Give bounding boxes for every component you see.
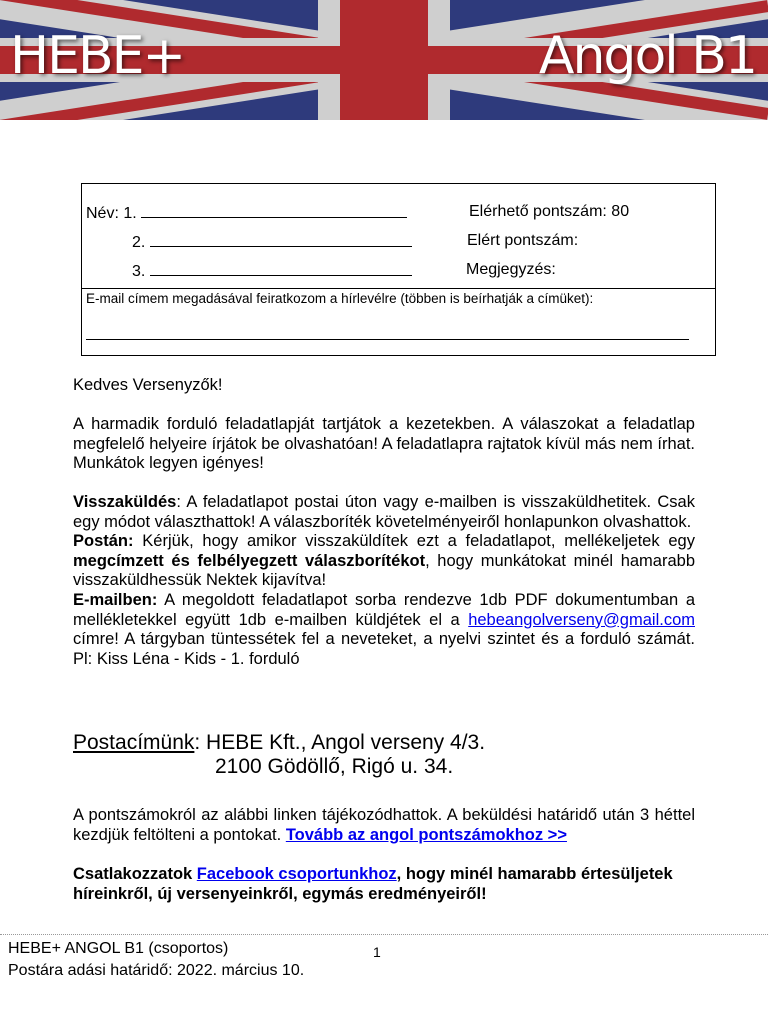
address-label: Postacímünk (73, 731, 195, 754)
name-row-3 (132, 261, 412, 281)
footer-divider (0, 934, 768, 935)
address-line-2: 2100 Gödöllő, Rigó u. 34. (215, 755, 454, 778)
achieved-points: Elért pontszám: (467, 232, 579, 249)
name-form-box (81, 183, 716, 356)
footer-line-1: HEBE+ ANGOL B1 (csoportos) (8, 940, 229, 957)
return-paragraph (73, 493, 695, 669)
banner-title-right: Angol B1 (538, 26, 756, 86)
return-label: Visszaküldés (73, 493, 177, 511)
post-text-2: , hogy munkátokat minél hamarabb visszaküldhessük Nektek kijavítva! (73, 551, 695, 590)
intro-paragraph: A harmadik forduló feladatlapját tartjátok a kezetekben. A válaszokat a feladatlap megfelelő helyeire írjátok be olvashatóan! A feladatlapra rajtatok kívül más nem írhat. Munkátok legyen igényes! (73, 415, 695, 473)
points-text: A pontszámokról az alábbi linken tájékozódhattok. A beküldési határidő után 3 héttel kezdjük feltölteni a pontokat. (73, 806, 695, 844)
remark-label: Megjegyzés: (466, 261, 556, 278)
points-paragraph (73, 806, 695, 845)
address-text: : HEBE Kft., Angol verseny 4/3. (194, 731, 486, 754)
address-line-1 (73, 731, 485, 755)
email-link[interactable]: hebeangolverseny@gmail.com (468, 610, 695, 629)
name-3-label: 3. (132, 263, 146, 280)
header-banner (0, 0, 768, 120)
max-points: Elérhető pontszám: 80 (469, 203, 630, 220)
name-row-2 (132, 232, 412, 252)
join-text-2: , hogy minél hamarabb értesüljetek híreinkről, új versenyeinkről, egymás eredményeiről! (73, 865, 673, 903)
banner-title-left: HEBE+ (10, 26, 185, 86)
email-field[interactable] (86, 339, 689, 340)
name-1-label: Név: 1. (86, 205, 137, 222)
email-note: E-mail címem megadásával feiratkozom a hírlevélre (többen is beírhatják a címüket): (86, 291, 594, 306)
points-link[interactable]: Tovább az angol pontszámokhoz >> (285, 825, 567, 844)
form-divider (82, 288, 715, 289)
email-label: E-mailben: (73, 590, 158, 609)
name-2-field[interactable] (150, 232, 412, 247)
return-text: : A feladatlapot postai úton vagy e-mailben is visszaküldhetitek. Csak egy módot választhattok! A válaszboríték követelményeiről honlapunkon olvashattok. (73, 493, 695, 531)
footer-line-2: Postára adási határidő: 2022. március 10. (8, 962, 305, 979)
post-label: Postán: (73, 532, 134, 551)
email-text: A megoldott feladatlapot sorba rendezve 1db PDF dokumentumban a mellékletekkel együtt 1db e-mailben küldjétek el a (73, 590, 695, 629)
name-row-1 (86, 203, 407, 223)
post-text: Kérjük, hogy amikor visszaküldítek ezt a feladatlapot, mellékeljetek egy (133, 532, 695, 551)
greeting: Kedves Versenyzők! (73, 376, 223, 394)
name-3-field[interactable] (150, 261, 412, 276)
name-2-label: 2. (132, 234, 146, 251)
post-bold: megcímzett és felbélyegzett válaszborítékot (73, 551, 426, 570)
facebook-link[interactable]: Facebook csoportunkhoz (196, 865, 397, 883)
join-text: Csatlakozzatok (73, 865, 197, 883)
page-number: 1 (373, 944, 381, 960)
join-paragraph (73, 865, 695, 904)
email-text-2: címre! A tárgyban tüntessétek fel a neveteket, a nyelvi szintet és a forduló számát. Pl: Kiss Léna - Kids - 1. forduló (73, 630, 695, 668)
name-1-field[interactable] (141, 203, 407, 218)
